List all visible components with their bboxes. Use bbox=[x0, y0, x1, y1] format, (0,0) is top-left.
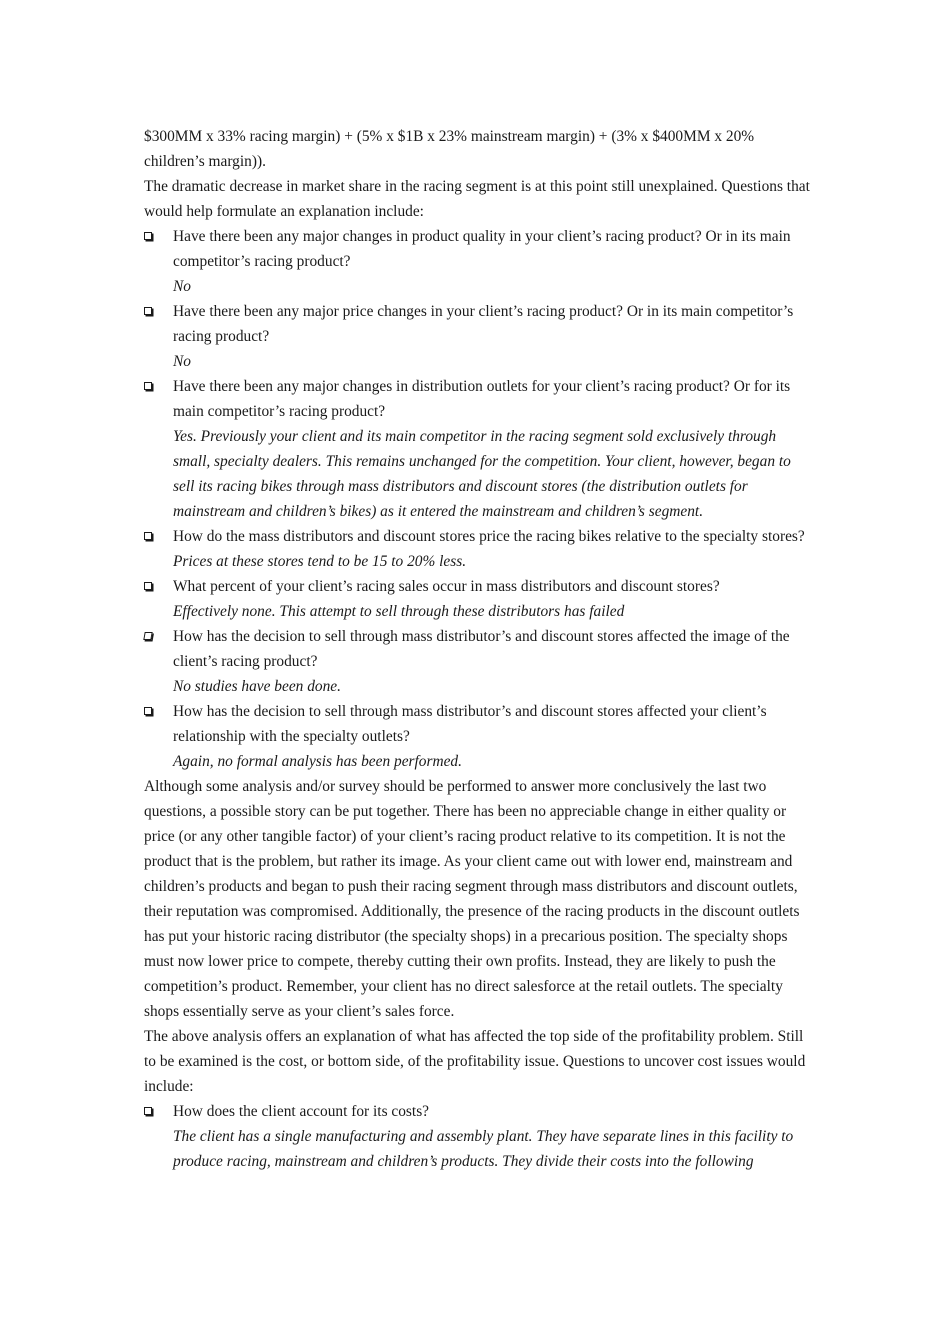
racing-decrease-paragraph: The dramatic decrease in market share in the racing segment is at this point still unexplained. Questions that would help formulate an explanation include: bbox=[144, 178, 810, 220]
list-item bbox=[144, 374, 812, 524]
list-item bbox=[144, 299, 812, 374]
question-text: What percent of your client’s racing sales occur in mass distributors and discount stores? bbox=[173, 578, 720, 595]
question-text: How has the decision to sell through mass distributor’s and discount stores affected your client’s relationship with the specialty outlets? bbox=[173, 703, 767, 745]
question-text: How has the decision to sell through mass distributor’s and discount stores affected the image of the client’s racing product? bbox=[173, 628, 790, 670]
answer-text: No studies have been done. bbox=[173, 678, 341, 695]
answer-text: No bbox=[173, 353, 191, 370]
question-text: Have there been any major price changes in your client’s racing product? Or in its main competitor’s racing product? bbox=[173, 303, 794, 345]
cost-intro-paragraph: The above analysis offers an explanation of what has affected the top side of the profitability problem. Still to be examined is the cost, or bottom side, of the profitability issue. Questions to uncover cost issues would include: bbox=[144, 1028, 806, 1095]
checkbox-square-icon bbox=[144, 582, 152, 590]
list-item bbox=[144, 224, 812, 299]
analysis-paragraph: Although some analysis and/or survey should be performed to answer more conclusively the last two questions, a possible story can be put together. There has been no appreciable change in either quality or price (or any other tangible factor) of your client’s racing product relative to its competition. It is not the product that is the problem, but rather its image. As your client came out with lower end, mainstream and children’s products and began to push their racing segment through mass distributors and discount outlets, their reputation was compromised. Additionally, the presence of the racing products in the discount outlets has put your historic racing distributor (the specialty shops) in a precarious position. The specialty shops must now lower price to compete, thereby cutting their own profits. Instead, they are likely to push the competition’s product. Remember, your client has no direct salesforce at the retail outlets. The specialty shops essentially serve as your client’s sales force. bbox=[144, 778, 800, 1020]
list-item bbox=[144, 1099, 812, 1174]
list-item bbox=[144, 699, 812, 774]
checkbox-square-icon bbox=[143, 632, 152, 640]
question-text: Have there been any major changes in product quality in your client’s racing product? Or in its main competitor’s racing product? bbox=[173, 228, 791, 270]
list-item bbox=[144, 624, 812, 699]
cost-questions-list bbox=[144, 1099, 812, 1174]
checkbox-square-icon bbox=[144, 382, 152, 390]
intro-paragraph: $300MM x 33% racing margin) + (5% x $1B x 23% mainstream margin) + (3% x $400MM x 20% children’s margin)). bbox=[144, 128, 755, 170]
checkbox-square-icon bbox=[144, 1107, 152, 1115]
checkbox-square-icon bbox=[144, 532, 152, 540]
answer-text: Prices at these stores tend to be 15 to 20% less. bbox=[173, 553, 467, 570]
answer-text: Again, no formal analysis has been performed. bbox=[173, 753, 462, 770]
checkbox-square-icon bbox=[144, 232, 152, 240]
document-page bbox=[144, 124, 812, 1174]
checkbox-square-icon bbox=[144, 707, 152, 715]
answer-text: No bbox=[173, 278, 191, 295]
question-text: Have there been any major changes in distribution outlets for your client’s racing product? Or for its main competitor’s racing product? bbox=[173, 378, 791, 420]
list-item bbox=[144, 524, 812, 574]
list-item bbox=[144, 574, 812, 624]
answer-text: Yes. Previously your client and its main competitor in the racing segment sold exclusively through small, specialty dealers. This remains unchanged for the competition. Your client, however, began to sell its racing bikes through mass distributors and discount stores (the distribution outlets for mainstream and children’s bikes) as it entered the mainstream and children’s segment. bbox=[173, 428, 791, 520]
racing-questions-list bbox=[144, 224, 812, 774]
answer-text: Effectively none. This attempt to sell through these distributors has failed bbox=[173, 603, 625, 620]
question-text: How does the client account for its costs? bbox=[173, 1103, 430, 1120]
checkbox-square-icon bbox=[144, 307, 152, 315]
answer-text: The client has a single manufacturing and assembly plant. They have separate lines in this facility to produce racing, mainstream and children’s products. They divide their costs into the following bbox=[173, 1128, 794, 1170]
question-text: How do the mass distributors and discount stores price the racing bikes relative to the specialty stores? bbox=[173, 528, 805, 545]
